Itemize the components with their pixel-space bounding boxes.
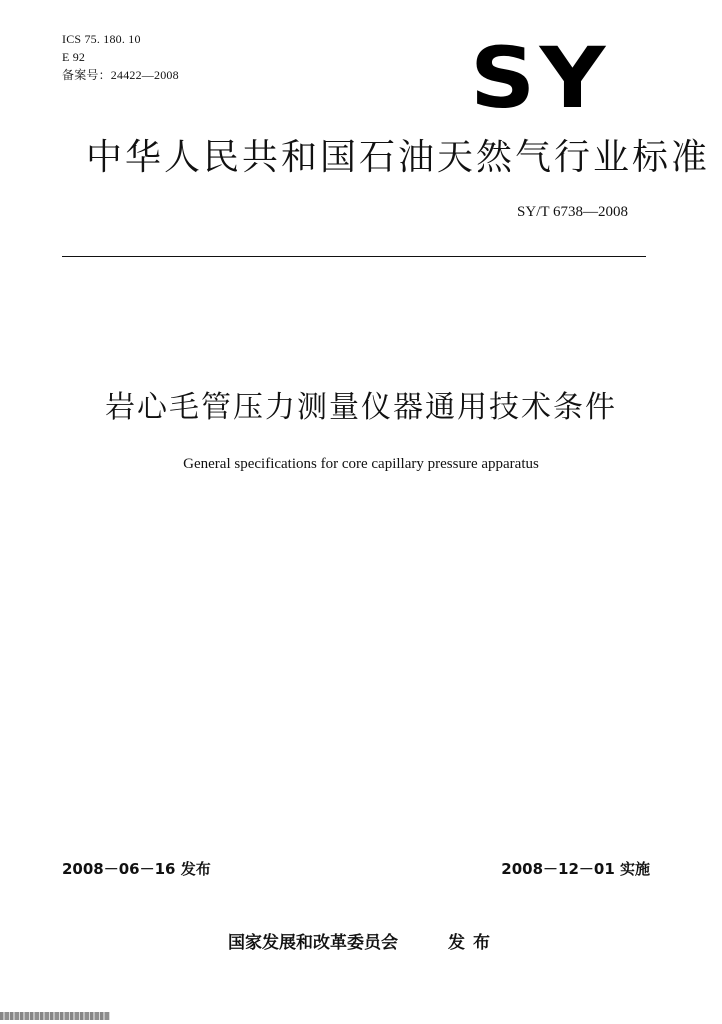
implementation-date: 2008－12－01 实施 [501, 860, 650, 878]
sy-logo: SY [470, 29, 610, 127]
publisher: 国家发展和改革委员会 [228, 933, 398, 953]
org-title: 中华人民共和国石油天然气行业标准 [86, 137, 711, 178]
publish-label: 发布 [448, 933, 498, 953]
document-title-english: General specifications for core capillary pressure apparatus [183, 456, 539, 472]
header-divider [62, 256, 646, 257]
ics-code: ICS 75. 180. 10 [62, 32, 141, 46]
scan-artifact [0, 1012, 110, 1020]
record-number: 备案号：24422—2008 [62, 68, 179, 82]
document-title-chinese: 岩心毛管压力测量仪器通用技术条件 [105, 390, 617, 425]
category-code: E 92 [62, 50, 86, 64]
classification-block [62, 30, 179, 84]
issue-date: 2008－06－16 发布 [62, 860, 211, 878]
standard-number: SY/T 6738—2008 [517, 204, 628, 220]
